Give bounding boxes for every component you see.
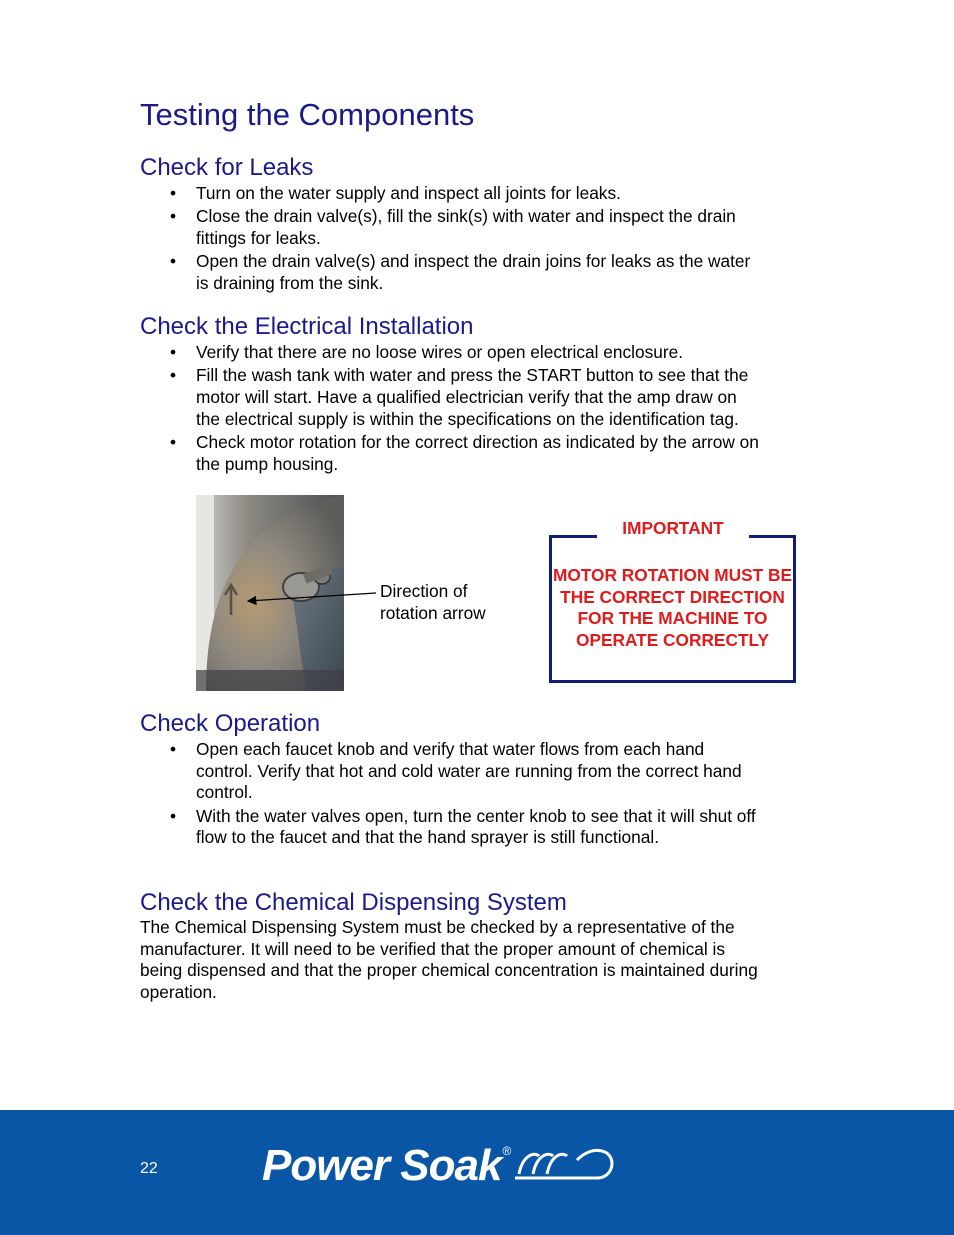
- electrical-list: [140, 342, 760, 477]
- important-label: IMPORTANT: [597, 516, 749, 540]
- list-item: • Close the drain valve(s), fill the sink(s) with water and inspect the drain fittings for leaks.: [140, 206, 760, 249]
- power-soak-logo: [262, 1138, 621, 1188]
- leaks-list: [140, 183, 760, 296]
- page-title: Testing the Components: [140, 97, 475, 132]
- figure-caption: Direction of rotation arrow: [380, 581, 486, 623]
- logo-swoosh-icon: [513, 1144, 621, 1184]
- heading-check-electrical: Check the Electrical Installation: [140, 313, 474, 340]
- chemical-paragraph: The Chemical Dispensing System must be checked by a representative of the manufacturer. It will need to be verified that the proper amount of chemical is being dispensed and that the proper chemical concentration is maintained during operation.: [140, 917, 758, 1003]
- list-item: • Open the drain valve(s) and inspect the drain joins for leaks as the water is draining from the sink.: [140, 251, 760, 294]
- list-item: • Fill the wash tank with water and press the START button to see that the motor will start. Have a qualified electrician verify that the amp draw on the electrical supply is within the specifications on the identification tag.: [140, 365, 760, 430]
- list-item: • With the water valves open, turn the center knob to see that it will shut off flow to the faucet and that the hand sprayer is still functional.: [140, 806, 760, 849]
- heading-check-chemical: Check the Chemical Dispensing System: [140, 889, 567, 916]
- list-item: • Open each faucet knob and verify that water flows from each hand control. Verify that hot and cold water are running from the correct hand control.: [140, 739, 760, 804]
- page-number: 22: [140, 1160, 158, 1177]
- operation-list: [140, 739, 760, 851]
- list-item: • Verify that there are no loose wires or open electrical enclosure.: [140, 342, 760, 364]
- list-item: • Turn on the water supply and inspect all joints for leaks.: [140, 183, 760, 205]
- heading-check-operation: Check Operation: [140, 710, 321, 737]
- logo-text: Power Soak: [262, 1141, 502, 1190]
- registered-mark: ®: [502, 1144, 512, 1158]
- important-message: MOTOR ROTATION MUST BE THE CORRECT DIRECTION FOR THE MACHINE TO OPERATE CORRECTLY: [552, 565, 793, 650]
- heading-check-for-leaks: Check for Leaks: [140, 154, 314, 181]
- pump-housing-photo: [196, 495, 344, 691]
- list-item: • Check motor rotation for the correct direction as indicated by the arrow on the pump housing.: [140, 432, 760, 475]
